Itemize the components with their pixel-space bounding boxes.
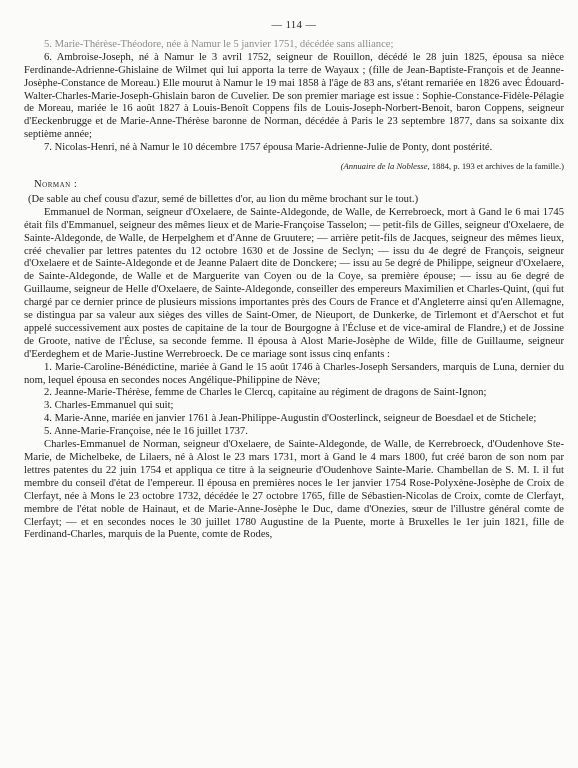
child-item-1: 1. Marie-Caroline-Bénédictine, mariée à Gand le 15 août 1746 à Charles-Joseph Sersanders, marquis de Luna, dernier du nom, lequel épousa en secondes noces Angélique-Philippine de Nève; — [24, 361, 564, 386]
child-entry-5: 5. Marie-Thérèse-Théodore, née à Namur le 5 janvier 1751, décédée sans alliance; — [44, 38, 394, 50]
child-item-3: 3. Charles-Emmanuel qui suit; — [44, 400, 174, 412]
intro-paragraph: Emmanuel de Norman, seigneur d'Oxelaere, de Sainte-Aldegonde, de Walle, de Kerrebroeck, mort à Gand le 6 mai 1745 était fils d'Emmanuel, seigneur des mêmes lieux et de Marie-Françoise Tasselon; — petit-fils de Gilles, seigneur d'Oxelaere, de Sainte-Aldegonde, de Walle, de Herpelghem et d'Anne de Gruutere; — arrière petit-fils de Jacques, seigneur des mêmes lieux, créé chevalier par lettres patentes du 12 octobre 1630 et de Jossine de Seclyn; — issu du 4e degré de François, seigneur d'Oxelaere et de Sainte-Aldegonde et de Jeanne Palaert dite de Donckere; — issu au 5e degré de Philippe, seigneur d'Oxelaere, de Sainte-Aldegonde, de Walle et de Marguerite van Coyen ou de la Coye, sa première épouse; — issu au 6e degré de Guillaume, seigneur de Helle d'Oxelaere, de Sainte-Aldegonde, conseiller des empereurs Maximilien et Charles-Quint, (qui fut chargé par ce dernier prince de plusieurs missions importantes près des Cours de France et d'Angleterre ainsi qu'en Allemagne, se distingua par sa valeur aux sièges des villes de Saint-Omer, de Nieuport, de Dunkerke, de Tirlemont et d'Aerschot et fut appelé successivement aux postes de capitaine de la tour de Bourgogne à l'Écluse et de vice-amiral de Flandre,) et de Jossine de Groote, native de l'Écluse, sa seconde femme. Il épousa à Alost Marie-Josèphe de Wilde, fille de Guillaume, seigneur d'Eerdeghem et de Marie-Justine Werrebroeck. De ce mariage sont issus cinq enfants : — [24, 206, 564, 360]
child-entry-6: 6. Ambroise-Joseph, né à Namur le 3 avril 1752, seigneur de Rouillon, décédé le 28 juin 1825, épousa sa nièce Ferdinande-Adrienne-Ghislaine de Wilmet qui lui apporta la terre de Wayaux ; (fille de Jean-Baptiste-François et de Jeanne-Josèphe-Constance de Moreau.) Elle mourut à Namur le 19 mai 1858 à l'âge de 83 ans, s'étant remariée en 1826 avec Édouard-Walter-Charles-Marie-Joseph-Ghislain baron de Cuvelier. De son premier mariage est issue : Sophie-Constance-Fidèle-Pélagie de Moreau, mariée le 16 août 1827 à Louis-Benoît Coppens fils de Louis-Joseph-Norbert-Benoit, baron Coppens, seigneur d'Eeckenbrugge et de Marie-Anne-Thérèse baronne de Norman, décédée à Paris le 23 septembre 1877, dans sa soixante dix septième année; — [24, 51, 564, 141]
source-details: , 1884, p. 193 et archives de la famille.) — [427, 161, 564, 172]
child-item-5: 5. Anne-Marie-Françoise, née le 16 juillet 1737. — [44, 426, 248, 438]
child-entry-7: 7. Nicolas-Henri, né à Namur le 10 décembre 1757 épousa Marie-Adrienne-Julie de Ponty, dont postérité. — [44, 142, 493, 154]
child-item-4: 4. Marie-Anne, mariée en janvier 1761 à Jean-Philippe-Augustin d'Oosterlinck, seigneur de Boesdael et de Stichele; — [44, 413, 537, 425]
source-citation — [24, 160, 564, 173]
child-item-2: 2. Jeanne-Marie-Thérèse, femme de Charles le Clercq, capitaine au régiment de dragons de Saint-Ignon; — [44, 387, 487, 399]
coat-of-arms-description: (De sable au chef cousu d'azur, semé de billettes d'or, au lion du même brochant sur le tout.) — [28, 193, 419, 205]
family-heading: Norman : — [34, 178, 78, 190]
top-children-list — [24, 39, 564, 155]
children-list — [24, 362, 564, 439]
source-title: (Annuaire de la Noblesse — [340, 161, 428, 172]
page-number: — 114 — — [271, 20, 317, 31]
closing-paragraph: Charles-Emmanuel de Norman, seigneur d'Oxelaere, de Sainte-Aldegonde, de Walle, de Kerrebroeck, d'Oudenhove Ste-Marie, de Michelbeke, de Lilaers, né à Alost le 23 mars 1731, mort à Gand le 4 mars 1800, fut créé baron de son nom par lettres patentes du 22 juin 1754 et appliqua ce titre à la seigneurie d'Oudenhove Sainte-Marie. Chambellan de S. M. I. il fut membre du conseil d'état de l'empereur. Il épousa en premières noces le 1er janvier 1754 Rose-Polyxène-Josèphe de Croix de Clerfayt, née à Mons le 23 octobre 1732, décédée le 27 octobre 1765, fille de Sébastien-Nicolas de Croix, comte de Clerfayt, membre de l'état noble de Hainaut, et de Marie-Anne-Josèphe le Duc, dame d'Onezies, sœur de l'illustre général comte de Clerfayt; — et en secondes noces le 30 juillet 1780 Augustine de la Puente, morte à Bruxelles le 1er juin 1821, fille de Ferdinand-Charles, marquis de la Puente, comte de Rodes, — [24, 439, 564, 541]
